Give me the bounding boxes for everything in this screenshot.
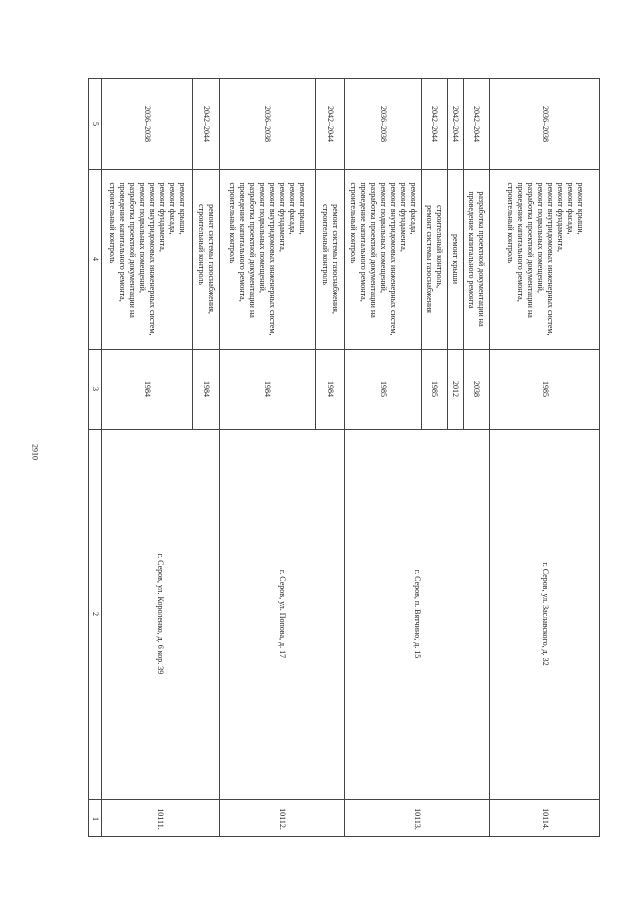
column-header: 3 <box>91 387 100 391</box>
address-cell <box>219 429 344 799</box>
work-line: ремонт фундамента, <box>398 182 408 252</box>
row-number: 10114. <box>541 807 550 830</box>
work-list <box>466 191 486 326</box>
work-line: строительный контроль <box>196 204 206 286</box>
work-line: проведение капитального ремонта, <box>117 182 127 302</box>
column-header-cell <box>89 349 101 429</box>
work-line: разработка проектной документации на <box>526 182 535 318</box>
row-number: 10112. <box>277 807 287 830</box>
work-line: строительный контроль <box>320 204 330 286</box>
work-line: ремонт фасада, <box>408 182 418 235</box>
build-year-cell <box>101 349 192 429</box>
repair-period-cell <box>447 79 463 169</box>
work-line: ремонт крыши, <box>576 182 585 235</box>
address-cell <box>344 429 489 799</box>
address-cell <box>489 429 601 799</box>
work-line: ремонт внутридомовых инженерных систем, <box>388 182 398 336</box>
address: г. Серов, п. Вятчино, д. 15 <box>412 569 422 659</box>
build-year-cell <box>315 349 344 429</box>
repair-period-cell <box>463 79 489 169</box>
work-list <box>107 183 187 336</box>
work-line: ремонт системы газоснабжения, <box>330 204 340 314</box>
repair-period: 2036–2038 <box>541 106 550 142</box>
column-header: 4 <box>91 257 100 261</box>
repair-schedule-table <box>88 78 600 837</box>
work-line: ремонт подвальных помещений, <box>378 182 388 293</box>
work-line: ремонт фундамента, <box>278 182 287 252</box>
repair-period-cell <box>219 79 315 169</box>
repair-period: 2036–2038 <box>142 106 152 142</box>
work-line: ремонт внутридомовых инженерных систем, <box>147 182 157 336</box>
build-year-cell <box>192 349 219 429</box>
address: г. Серов, ул. Попова, д. 17 <box>277 569 287 659</box>
work-list <box>348 183 418 336</box>
repair-period-cell <box>192 79 219 169</box>
work-line: ремонт фундамента, <box>556 182 565 252</box>
work-line: разработка проектной документации на <box>477 191 486 327</box>
work-line: ремонт фасада, <box>288 182 297 235</box>
row-number: 10111. <box>156 807 165 830</box>
row-number: 10113. <box>412 807 422 830</box>
address-cell <box>101 429 219 799</box>
work-line: ремонт крыши, <box>177 182 187 235</box>
build-year-cell <box>447 349 463 429</box>
repair-period: 2042–2044 <box>451 106 460 142</box>
work-line: ремонт системы газоснабжения, <box>206 204 216 314</box>
repair-period-cell <box>101 79 192 169</box>
build-year: 1985 <box>378 381 388 397</box>
work-list <box>196 204 216 314</box>
build-year-cell <box>344 349 421 429</box>
build-year: 1984 <box>325 381 335 397</box>
work-line: ремонт подвальных помещений, <box>536 182 545 293</box>
work-line: ремонт подвальных помещений, <box>258 182 267 293</box>
build-year: 1985 <box>541 381 550 397</box>
column-header-cell <box>89 79 101 169</box>
work-list-cell <box>463 169 489 349</box>
row-number-cell <box>219 799 344 838</box>
build-year-cell <box>463 349 489 429</box>
work-list <box>450 234 460 284</box>
work-line: проведение капитального ремонта, <box>238 182 247 302</box>
work-list-cell <box>315 169 344 349</box>
build-year: 2038 <box>472 381 481 397</box>
work-list-cell <box>192 169 219 349</box>
build-year: 1985 <box>430 381 439 397</box>
work-line: строительный контроль, <box>435 205 444 289</box>
repair-period-cell <box>315 79 344 169</box>
build-year: 2012 <box>451 381 460 397</box>
page-number <box>30 440 40 464</box>
repair-period-cell <box>421 79 447 169</box>
work-list-cell <box>489 169 601 349</box>
build-year: 1984 <box>142 381 152 397</box>
work-line: ремонт подвальных помещений, <box>137 182 147 293</box>
work-line: проведение капитального ремонта, <box>358 182 368 302</box>
row-number-cell <box>344 799 489 838</box>
work-list-cell <box>101 169 192 349</box>
build-year-cell <box>421 349 447 429</box>
work-list-cell <box>219 169 315 349</box>
work-line: ремонт фасада, <box>566 182 575 235</box>
repair-period: 2042–2044 <box>430 106 439 142</box>
repair-period: 2036–2038 <box>378 106 388 142</box>
address: г. Серов, ул. Короленко, д. 6 кор. 39 <box>156 553 165 675</box>
work-line: проведение капитального ремонта <box>467 191 476 309</box>
column-header-cell <box>89 429 101 799</box>
work-list <box>505 183 585 336</box>
work-line: ремонт внутридомовых инженерных систем, <box>546 182 555 336</box>
work-list <box>227 183 307 336</box>
work-list-cell <box>344 169 421 349</box>
address: г. Серов, ул. Заславского, д. 32 <box>541 562 550 666</box>
work-line: строительный контроль <box>348 182 358 264</box>
repair-period: 2042–2044 <box>325 106 335 142</box>
work-line: разработка проектной документации на <box>127 182 137 318</box>
column-header-cell <box>89 169 101 349</box>
work-list <box>424 205 444 313</box>
repair-period-cell <box>344 79 421 169</box>
work-line: ремонт фасада, <box>167 182 177 235</box>
work-line: ремонт крыши <box>451 233 460 285</box>
row-number-cell <box>489 799 601 838</box>
column-header-cell <box>89 799 101 838</box>
work-line: ремонт крыши, <box>298 182 307 235</box>
repair-period: 2042–2044 <box>472 106 481 142</box>
repair-period-cell <box>489 79 601 169</box>
repair-period: 2036–2038 <box>263 106 272 142</box>
build-year-cell <box>219 349 315 429</box>
column-header: 2 <box>91 612 100 616</box>
work-line: разработка проектной документации на <box>368 182 378 318</box>
work-line: строительный контроль <box>506 182 515 264</box>
page-number-text: 2910 <box>30 444 40 460</box>
work-line: строительный контроль <box>228 182 237 264</box>
work-line: строительный контроль <box>107 182 117 264</box>
work-line: ремонт фундамента, <box>157 182 167 252</box>
build-year: 1984 <box>263 381 272 397</box>
work-line: ремонт внутридомовых инженерных систем, <box>268 182 277 336</box>
column-header: 5 <box>91 122 100 126</box>
work-line: ремонт системы газоснабжения <box>425 205 434 313</box>
row-number-cell <box>101 799 219 838</box>
work-list-cell <box>421 169 447 349</box>
repair-period: 2042–2044 <box>201 106 211 142</box>
column-header: 1 <box>91 816 100 821</box>
work-line: разработка проектной документации на <box>248 182 257 318</box>
build-year: 1984 <box>201 381 211 397</box>
work-line: проведение капитального ремонта, <box>516 182 525 302</box>
work-list-cell <box>447 169 463 349</box>
work-list <box>320 204 340 314</box>
build-year-cell <box>489 349 601 429</box>
